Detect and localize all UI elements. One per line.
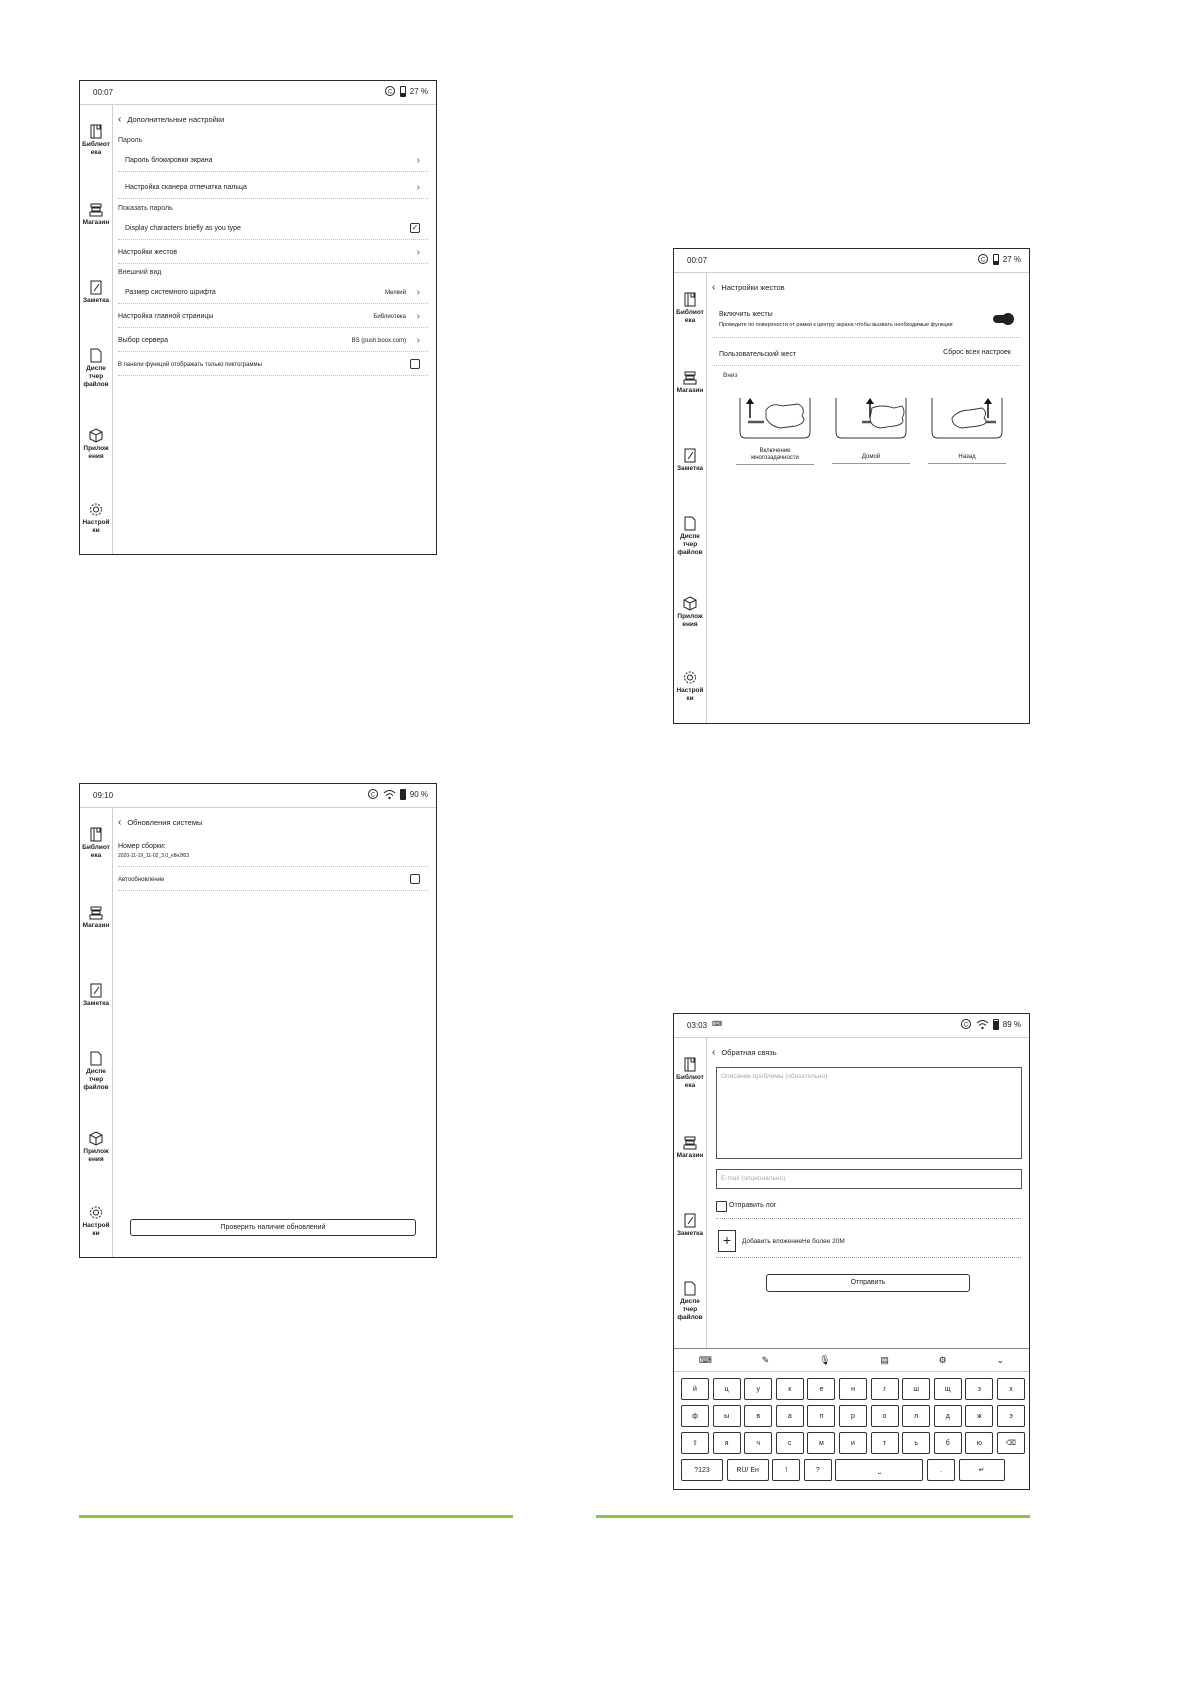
wifi-icon [383, 789, 396, 800]
sidebar-item-label: Диспе тчер файлов [677, 1298, 703, 1321]
sidebar-item-store[interactable] [674, 1135, 706, 1160]
key[interactable]: ч [744, 1432, 772, 1454]
key[interactable]: л [902, 1405, 930, 1427]
folder-icon [674, 1281, 706, 1296]
battery-percent: 27 % [1002, 254, 1021, 264]
note-icon [80, 983, 112, 998]
key[interactable]: ? [804, 1459, 832, 1481]
sidebar-item-label: Библиот ека [82, 844, 110, 859]
key[interactable]: RU/ Ен [727, 1459, 769, 1481]
sidebar-item-file-manager[interactable] [80, 348, 112, 389]
row-home-page[interactable] [118, 304, 428, 328]
key[interactable]: с [776, 1432, 804, 1454]
sidebar-item-label: Магазин [82, 922, 110, 929]
key[interactable]: ⎵ [835, 1459, 923, 1481]
add-attachment-row[interactable] [716, 1227, 1021, 1258]
page-header[interactable] [712, 1047, 777, 1058]
sidebar-item-label: Прилож ения [677, 613, 703, 628]
sidebar-item-label: Магазин [676, 1152, 704, 1159]
apps-icon [80, 428, 112, 443]
battery-percent: 27 % [409, 86, 428, 96]
sync-icon [367, 788, 379, 800]
checkbox[interactable] [410, 874, 420, 884]
sidebar-item-label: Настрой ки [676, 687, 704, 702]
screen-gesture-settings [673, 248, 1030, 724]
sidebar-item-library[interactable] [80, 124, 112, 157]
row-fingerprint[interactable] [118, 175, 428, 199]
key[interactable]: . [927, 1459, 955, 1481]
sidebar-item-apps[interactable] [80, 428, 112, 461]
screen-feedback [673, 1013, 1030, 1490]
sidebar-item-library[interactable] [674, 292, 706, 325]
sidebar-item-label: Магазин [676, 387, 704, 394]
clock: 09:10 [93, 791, 114, 800]
sidebar-item-label: Библиот ека [82, 141, 110, 156]
row-label: Настройка главной страницы [118, 313, 214, 320]
chevron-right-icon: › [416, 287, 420, 298]
direction-label: Вниз [723, 372, 738, 379]
folder-icon [80, 1051, 112, 1066]
email-input[interactable]: E-mail (опционально) [716, 1169, 1022, 1189]
section-show-password: Показать пароль [118, 205, 173, 212]
reset-all-button[interactable]: Сброс всех настроек [943, 349, 1011, 356]
key[interactable]: ! [772, 1459, 800, 1481]
status-bar [80, 81, 436, 105]
main-panel [112, 104, 436, 554]
gesture-card-multitask[interactable] [736, 398, 814, 468]
add-icon[interactable]: + [718, 1230, 736, 1252]
back-icon[interactable]: ‹ [712, 1047, 716, 1058]
chevron-right-icon: › [416, 247, 420, 258]
svg-text:C: C [963, 1022, 968, 1029]
note-icon [674, 448, 706, 463]
divider-line-left [79, 1515, 513, 1518]
apps-icon [80, 1131, 112, 1146]
sidebar-item-store[interactable] [80, 202, 112, 227]
key[interactable]: е [807, 1378, 835, 1400]
library-icon [80, 124, 112, 139]
key[interactable]: ?123 [681, 1459, 723, 1481]
keyboard-toolbar [674, 1349, 1029, 1372]
row-label: Пароль блокировки экрана [125, 157, 213, 164]
sidebar-item-label: Настрой ки [82, 1222, 110, 1237]
sidebar-item-label: Настрой ки [82, 519, 110, 534]
key[interactable]: о [871, 1405, 899, 1427]
sidebar-item-library[interactable] [80, 827, 112, 860]
section-password: Пароль [118, 137, 143, 144]
store-icon [674, 1135, 706, 1150]
gear-icon [674, 670, 706, 685]
sidebar-item-file-manager[interactable] [674, 516, 706, 557]
row-auto-update[interactable] [118, 867, 428, 891]
key[interactable]: ц [713, 1378, 741, 1400]
library-icon [674, 1057, 706, 1072]
pen-icon[interactable]: ✎ [761, 1354, 770, 1365]
sidebar-item-label: Прилож ения [83, 1148, 109, 1163]
checkbox-checked[interactable]: ✓ [411, 223, 419, 232]
sidebar-item-label: Прилож ения [83, 445, 109, 460]
key[interactable]: й [681, 1378, 709, 1400]
build-value: 2020-11-19_11-02_3.0_e8e2f63 [118, 853, 189, 859]
row-value: Библиотека [373, 314, 406, 320]
key[interactable]: р [839, 1405, 867, 1427]
sidebar-item-note[interactable] [674, 1213, 706, 1238]
sidebar-item-note[interactable] [80, 280, 112, 305]
gesture-caption: Включение многозадачности [736, 448, 814, 465]
gear-icon[interactable]: ⚙ [938, 1354, 947, 1365]
hide-keyboard-icon[interactable]: ⌄ [996, 1354, 1005, 1365]
row-server[interactable] [118, 328, 428, 352]
key[interactable]: я [713, 1432, 741, 1454]
key[interactable]: а [776, 1405, 804, 1427]
row-build-number [118, 837, 428, 867]
key[interactable]: ь [902, 1432, 930, 1454]
library-icon [80, 827, 112, 842]
toggle-switch[interactable] [993, 315, 1013, 323]
svg-text:C: C [980, 257, 985, 264]
keyboard [674, 1348, 1029, 1489]
sidebar-item-library[interactable] [674, 1057, 706, 1090]
page-title: Дополнительные настройки [127, 115, 225, 124]
gear-icon [80, 502, 112, 517]
wifi-icon [976, 1019, 989, 1030]
row-label: Display characters briefly as you type [125, 225, 241, 232]
key[interactable]: ф [681, 1405, 709, 1427]
keyboard-keys [674, 1371, 1029, 1489]
row-label: Настройки жестов [118, 249, 178, 256]
divider-line-right [596, 1515, 1030, 1518]
note-icon [674, 1213, 706, 1228]
key[interactable]: э [997, 1405, 1025, 1427]
send-log-label: Отправить лог [729, 1202, 777, 1209]
main-panel [112, 807, 436, 1257]
back-icon[interactable]: ‹ [712, 282, 716, 293]
battery-icon [993, 254, 999, 265]
row-label: Размер системного шрифта [125, 289, 216, 296]
gesture-caption: Назад [928, 454, 1006, 464]
sidebar-item-label: Диспе тчер файлов [677, 533, 703, 556]
gesture-card-home[interactable] [832, 398, 910, 468]
sidebar-item-file-manager[interactable] [674, 1281, 706, 1322]
back-icon[interactable]: ‹ [118, 817, 122, 828]
status-bar [674, 249, 1029, 273]
sidebar [674, 272, 707, 723]
row-font-size[interactable] [118, 280, 428, 304]
row-label: Настройка сканера отпечатка пальца [125, 184, 247, 191]
sidebar [674, 1037, 707, 1349]
key[interactable]: у [744, 1378, 772, 1400]
screen-advanced-settings [79, 80, 437, 555]
note-icon [80, 280, 112, 295]
page-title: Настройки жестов [721, 283, 785, 292]
send-log-checkbox[interactable] [716, 1201, 727, 1212]
sidebar-item-settings[interactable] [80, 502, 112, 535]
chevron-right-icon: › [416, 311, 420, 322]
key[interactable]: ю [965, 1432, 993, 1454]
sidebar [80, 104, 113, 554]
sidebar-item-note[interactable] [674, 448, 706, 473]
store-icon [80, 202, 112, 217]
row-label: Автообновление [118, 877, 165, 883]
sidebar-item-label: Заметка [82, 297, 110, 304]
microphone-icon[interactable]: 🎙 [819, 1354, 831, 1365]
sync-icon [960, 1018, 972, 1030]
swipe-up-gesture-icon [832, 398, 910, 442]
main-panel [706, 1037, 1029, 1349]
back-icon[interactable]: ‹ [118, 114, 122, 125]
sidebar-item-label: Библиот ека [676, 309, 704, 324]
store-icon [674, 370, 706, 385]
row-label: Выбор сервера [118, 337, 169, 344]
clock: 03:03 [687, 1021, 708, 1030]
key[interactable]: п [807, 1405, 835, 1427]
chevron-right-icon: › [416, 335, 420, 346]
send-button[interactable]: Отправить [766, 1274, 970, 1292]
sidebar-item-settings[interactable] [80, 1205, 112, 1238]
sync-icon [977, 253, 989, 265]
key[interactable]: ⇧ [681, 1432, 709, 1454]
key[interactable]: ⌫ [997, 1432, 1025, 1454]
row-value: Мелкий [384, 290, 406, 296]
key[interactable]: в [744, 1405, 772, 1427]
key[interactable]: ы [713, 1405, 741, 1427]
row-custom-gesture[interactable] [712, 338, 1021, 366]
page-title: Обновления системы [127, 818, 203, 827]
enable-description: Проведите по поверхности от рамки к центру экрана чтобы вызвать необходимые функции [719, 322, 953, 328]
key[interactable]: д [934, 1405, 962, 1427]
row-display-chars[interactable] [118, 216, 428, 240]
row-label: В панели функций отображать только пиктограммы [118, 362, 262, 368]
gear-icon [80, 1205, 112, 1220]
battery-percent: 90 % [409, 789, 428, 799]
key[interactable]: з [965, 1378, 993, 1400]
send-log-row[interactable] [716, 1200, 1021, 1219]
sync-icon [384, 85, 396, 97]
sidebar [80, 807, 113, 1257]
page-header[interactable] [118, 114, 224, 125]
battery-icon [993, 1019, 999, 1030]
row-icons-only[interactable] [118, 352, 428, 376]
screen-system-update [79, 783, 437, 1258]
build-label: Номер сборки: [118, 843, 166, 850]
clipboard-icon[interactable]: ▤ [880, 1354, 889, 1365]
clock: 00:07 [93, 88, 114, 97]
key[interactable]: т [871, 1432, 899, 1454]
main-panel [706, 272, 1029, 723]
battery-icon [400, 789, 406, 800]
page-title: Обратная связь [721, 1048, 777, 1057]
keyboard-icon[interactable]: ⌨ [698, 1354, 712, 1365]
checkbox[interactable] [410, 359, 420, 369]
sidebar-item-label: Заметка [676, 1230, 704, 1237]
chevron-right-icon: › [416, 155, 420, 166]
status-bar [80, 784, 436, 808]
section-appearance: Внешний вид [118, 269, 162, 276]
gesture-card-back[interactable] [928, 398, 1006, 468]
store-icon [80, 905, 112, 920]
row-gesture-settings[interactable] [118, 240, 428, 264]
enable-label: Включить жесты [719, 311, 773, 318]
sidebar-item-label: Диспе тчер файлов [83, 1068, 109, 1091]
battery-icon [400, 86, 406, 97]
clock: 00:07 [687, 256, 708, 265]
page-header[interactable] [118, 817, 202, 828]
key[interactable]: г [871, 1378, 899, 1400]
sidebar-item-label: Заметка [676, 465, 704, 472]
apps-icon [674, 596, 706, 611]
key[interactable]: м [807, 1432, 835, 1454]
sidebar-item-note[interactable] [80, 983, 112, 1008]
page-header[interactable] [712, 282, 785, 293]
key[interactable]: ш [902, 1378, 930, 1400]
sidebar-item-apps[interactable] [674, 596, 706, 629]
svg-text:C: C [370, 792, 375, 799]
battery-percent: 89 % [1002, 1019, 1021, 1029]
library-icon [674, 292, 706, 307]
sidebar-item-label: Заметка [82, 1000, 110, 1007]
status-bar [674, 1014, 1029, 1038]
gesture-caption: Домой [832, 454, 910, 464]
row-lock-password[interactable] [118, 148, 428, 172]
keyboard-indicator-icon: ⌨ [712, 1021, 723, 1028]
folder-icon [674, 516, 706, 531]
chevron-right-icon: › [416, 182, 420, 193]
key[interactable]: ж [965, 1405, 993, 1427]
sidebar-item-apps[interactable] [80, 1131, 112, 1164]
description-input[interactable]: Описание проблемы (обязательно) [716, 1067, 1022, 1159]
row-enable-gestures[interactable] [712, 302, 1021, 338]
custom-gesture-label: Пользовательский жест [719, 351, 797, 358]
svg-text:C: C [387, 89, 392, 96]
sidebar-item-store[interactable] [80, 905, 112, 930]
attachment-label: Добавить вложениеНе более 20M [742, 1238, 845, 1245]
key[interactable]: и [839, 1432, 867, 1454]
sidebar-item-label: Магазин [82, 219, 110, 226]
swipe-up-gesture-icon [928, 398, 1006, 442]
sidebar-item-label: Диспе тчер файлов [83, 365, 109, 388]
key[interactable]: ↵ [959, 1459, 1005, 1481]
key[interactable]: к [776, 1378, 804, 1400]
check-updates-button[interactable]: Проверить наличие обновлений [130, 1219, 416, 1236]
key[interactable]: щ [934, 1378, 962, 1400]
row-value: BS (push.boox.com) [351, 338, 406, 344]
sidebar-item-store[interactable] [674, 370, 706, 395]
sidebar-item-file-manager[interactable] [80, 1051, 112, 1092]
sidebar-item-settings[interactable] [674, 670, 706, 703]
key[interactable]: х [997, 1378, 1025, 1400]
key[interactable]: н [839, 1378, 867, 1400]
key[interactable]: б [934, 1432, 962, 1454]
swipe-up-gesture-icon [736, 398, 814, 442]
folder-icon [80, 348, 112, 363]
sidebar-item-label: Библиот ека [676, 1074, 704, 1089]
